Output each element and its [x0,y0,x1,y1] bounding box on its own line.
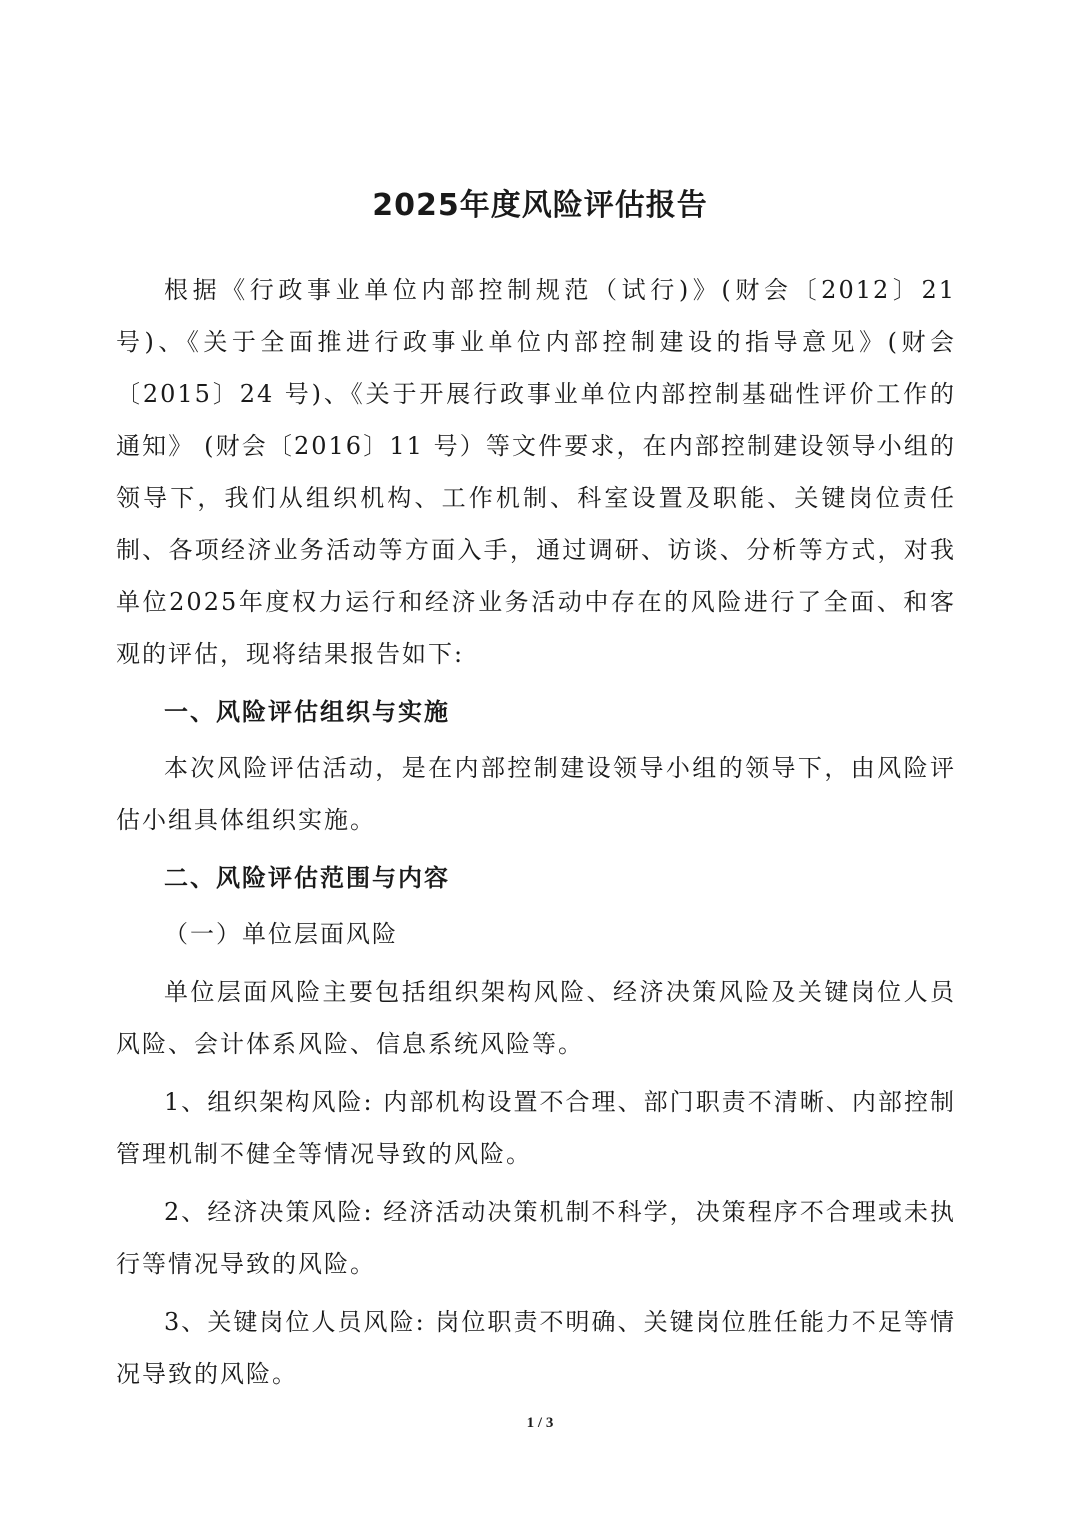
risk-item-2: 2、经济决策风险: 经济活动决策机制不科学，决策程序不合理或未执行等情况导致的风险。 [116,1198,956,1278]
page-number: 1 / 3 [526,1415,554,1431]
section-heading-2: 二、风险评估范围与内容 [164,864,450,892]
risk-item-3: 3、关键岗位人员风险: 岗位职责不明确、关键岗位胜任能力不足等情况导致的风险。 [116,1308,956,1388]
section-1-paragraph: 本次风险评估活动，是在内部控制建设领导小组的领导下，由风险评估小组具体组织实施。 [116,754,956,834]
risk-item-1: 1、组织架构风险: 内部机构设置不合理、部门职责不清晰、内部控制管理机制不健全等情况导致的风险。 [116,1088,956,1168]
intro-paragraph: 根据《行政事业单位内部控制规范（试行)》(财会〔2012〕21 号)、《关于全面推进行政事业单位内部控制建设的指导意见》(财会〔2015〕24 号)、《关于开展行政事业单位内部控制基础性评价工作的通知》 (财会〔2016〕11 号）等文件要求，在内部控制建设领导小组的领导下，我们从组织机构、工作机制、科室设置及职能、关键岗位责任制、各项经济业务活动等方面入手，通过调研、访谈、分析等方式，对我单位2025年度权力运行和经济业务活动中存在的风险进行了全面、和客观的评估，现将结果报告如下: [116,276,956,668]
section-heading-1: 一、风险评估组织与实施 [164,698,450,726]
document-title: 2025年度风险评估报告 [372,188,708,223]
unit-risk-paragraph: 单位层面风险主要包括组织架构风险、经济决策风险及关键岗位人员风险、会计体系风险、信息系统风险等。 [116,978,956,1058]
document-body [116,264,956,1400]
subsection-heading-1: （一）单位层面风险 [164,920,398,948]
